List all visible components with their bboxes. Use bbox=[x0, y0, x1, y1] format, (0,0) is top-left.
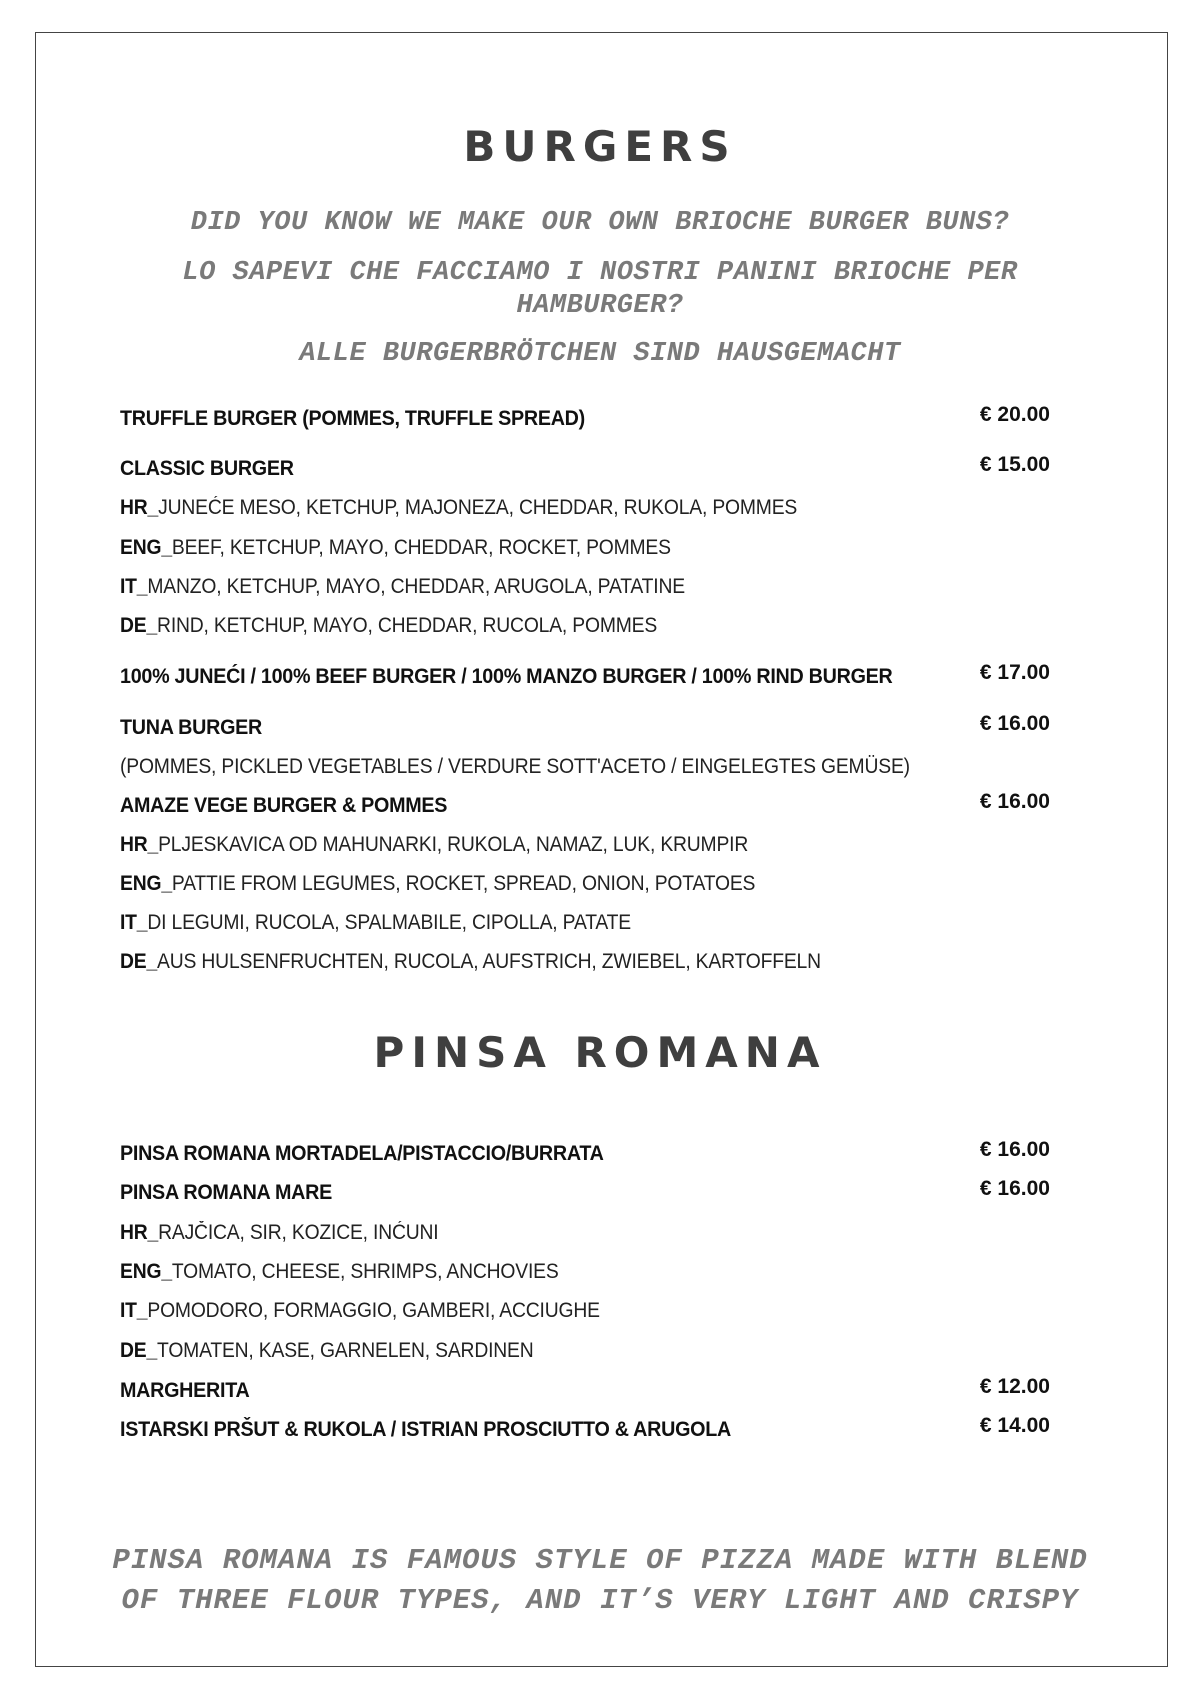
description-text: (POMMES, PICKLED VEGETABLES / VERDURE SOTT'ACETO / EINGELEGTES GEMÜSE) bbox=[120, 755, 910, 778]
item-name: ISTARSKI PRŠUT & RUKOLA / ISTRIAN PROSCIUTTO & ARUGOLA bbox=[120, 1418, 731, 1441]
menu-item-vege-burger bbox=[120, 788, 1050, 824]
menu-item-classic-burger bbox=[120, 451, 1050, 487]
item-name: PINSA ROMANA MARE bbox=[120, 1181, 332, 1204]
language-code: DE_ bbox=[120, 614, 158, 637]
vege-burger-desc-hr bbox=[120, 827, 1050, 863]
vege-burger-desc-eng bbox=[120, 866, 1050, 902]
item-price: € 16.00 bbox=[979, 1177, 1050, 1200]
item-name: 100% JUNEĆI / 100% BEEF BURGER / 100% MANZO BURGER / 100% RIND BURGER bbox=[120, 665, 893, 688]
language-code: ENG_ bbox=[120, 1260, 172, 1283]
language-code: HR_ bbox=[120, 496, 159, 519]
pinsa-mare-desc-it bbox=[120, 1293, 1050, 1329]
description-text: MANZO, KETCHUP, MAYO, CHEDDAR, ARUGOLA, PATATINE bbox=[147, 575, 685, 598]
item-price: € 12.00 bbox=[979, 1375, 1050, 1398]
menu-item-truffle-burger bbox=[120, 401, 1050, 437]
description-text: JUNEĆE MESO, KETCHUP, MAJONEZA, CHEDDAR, RUKOLA, POMMES bbox=[158, 496, 798, 519]
classic-burger-desc-de bbox=[120, 608, 1050, 644]
tagline-english: DID YOU KNOW WE MAKE OUR OWN BRIOCHE BURGER BUNS? bbox=[190, 208, 1010, 238]
item-name: TUNA BURGER bbox=[120, 716, 263, 739]
item-name: MARGHERITA bbox=[120, 1379, 250, 1402]
description-text: PATTIE FROM LEGUMES, ROCKET, SPREAD, ONION, POTATOES bbox=[171, 872, 756, 895]
pinsa-mare-desc-de bbox=[120, 1333, 1050, 1369]
language-code: IT_ bbox=[120, 1299, 148, 1322]
classic-burger-desc-it bbox=[120, 569, 1050, 605]
menu-item-istrian-prosciutto bbox=[120, 1412, 1050, 1448]
pinsa-section-title: PINSA ROMANA bbox=[373, 1028, 827, 1077]
menu-item-tuna-burger bbox=[120, 710, 1050, 746]
pinsa-mare-desc-hr bbox=[120, 1215, 1050, 1251]
language-code: ENG_ bbox=[120, 536, 172, 559]
language-code: DE_ bbox=[120, 950, 158, 973]
description-text: POMODORO, FORMAGGIO, GAMBERI, ACCIUGHE bbox=[147, 1299, 600, 1322]
item-price: € 20.00 bbox=[979, 403, 1050, 426]
item-price: € 15.00 bbox=[979, 453, 1050, 476]
menu-item-pinsa-mortadela bbox=[120, 1136, 1050, 1172]
classic-burger-desc-hr bbox=[120, 490, 1050, 526]
language-code: HR_ bbox=[120, 833, 159, 856]
classic-burger-desc-eng bbox=[120, 530, 1050, 566]
language-code: IT_ bbox=[120, 911, 148, 934]
description-text: TOMATEN, KASE, GARNELEN, SARDINEN bbox=[157, 1339, 534, 1362]
tuna-burger-desc bbox=[120, 749, 1050, 785]
description-text: PLJESKAVICA OD MAHUNARKI, RUKOLA, NAMAZ, LUK, KRUMPIR bbox=[158, 833, 749, 856]
item-price: € 16.00 bbox=[979, 790, 1050, 813]
description-text: AUS HULSENFRUCHTEN, RUCOLA, AUFSTRICH, ZWIEBEL, KARTOFFELN bbox=[157, 950, 821, 973]
menu-item-margherita bbox=[120, 1373, 1050, 1409]
language-code: HR_ bbox=[120, 1221, 159, 1244]
item-price: € 16.00 bbox=[979, 712, 1050, 735]
description-text: DI LEGUMI, RUCOLA, SPALMABILE, CIPOLLA, PATATE bbox=[147, 911, 631, 934]
menu-item-100-beef-burger bbox=[120, 659, 1050, 695]
vege-burger-desc-it bbox=[120, 905, 1050, 941]
tagline-italian: LO SAPEVI CHE FACCIAMO I NOSTRI PANINI BRIOCHE PER HAMBURGER? bbox=[182, 258, 1018, 321]
tagline-german: ALLE BURGERBRÖTCHEN SIND HAUSGEMACHT bbox=[299, 339, 901, 369]
item-price: € 14.00 bbox=[979, 1414, 1050, 1437]
item-price: € 17.00 bbox=[979, 661, 1050, 684]
item-name: CLASSIC BURGER bbox=[120, 457, 294, 480]
language-code: DE_ bbox=[120, 1339, 158, 1362]
language-code: IT_ bbox=[120, 575, 148, 598]
item-name: PINSA ROMANA MORTADELA/PISTACCIO/BURRATA bbox=[120, 1142, 604, 1165]
description-text: BEEF, KETCHUP, MAYO, CHEDDAR, ROCKET, POMMES bbox=[171, 536, 671, 559]
item-price: € 16.00 bbox=[979, 1138, 1050, 1161]
menu-item-pinsa-mare bbox=[120, 1175, 1050, 1211]
item-name: TRUFFLE BURGER (POMMES, TRUFFLE SPREAD) bbox=[120, 407, 585, 430]
description-text: RIND, KETCHUP, MAYO, CHEDDAR, RUCOLA, POMMES bbox=[157, 614, 658, 637]
description-text: TOMATO, CHEESE, SHRIMPS, ANCHOVIES bbox=[171, 1260, 559, 1283]
item-name: AMAZE VEGE BURGER & POMMES bbox=[120, 794, 448, 817]
description-text: RAJČICA, SIR, KOZICE, INĆUNI bbox=[158, 1221, 439, 1244]
vege-burger-desc-de bbox=[120, 944, 1050, 980]
burgers-section-title: BURGERS bbox=[463, 122, 737, 171]
language-code: ENG_ bbox=[120, 872, 172, 895]
pinsa-footer-note: PINSA ROMANA IS FAMOUS STYLE OF PIZZA MADE WITH BLEND OF THREE FLOUR TYPES, AND IT’S VERY LIGHT AND CRISPY bbox=[112, 1544, 1088, 1617]
pinsa-mare-desc-eng bbox=[120, 1254, 1050, 1290]
